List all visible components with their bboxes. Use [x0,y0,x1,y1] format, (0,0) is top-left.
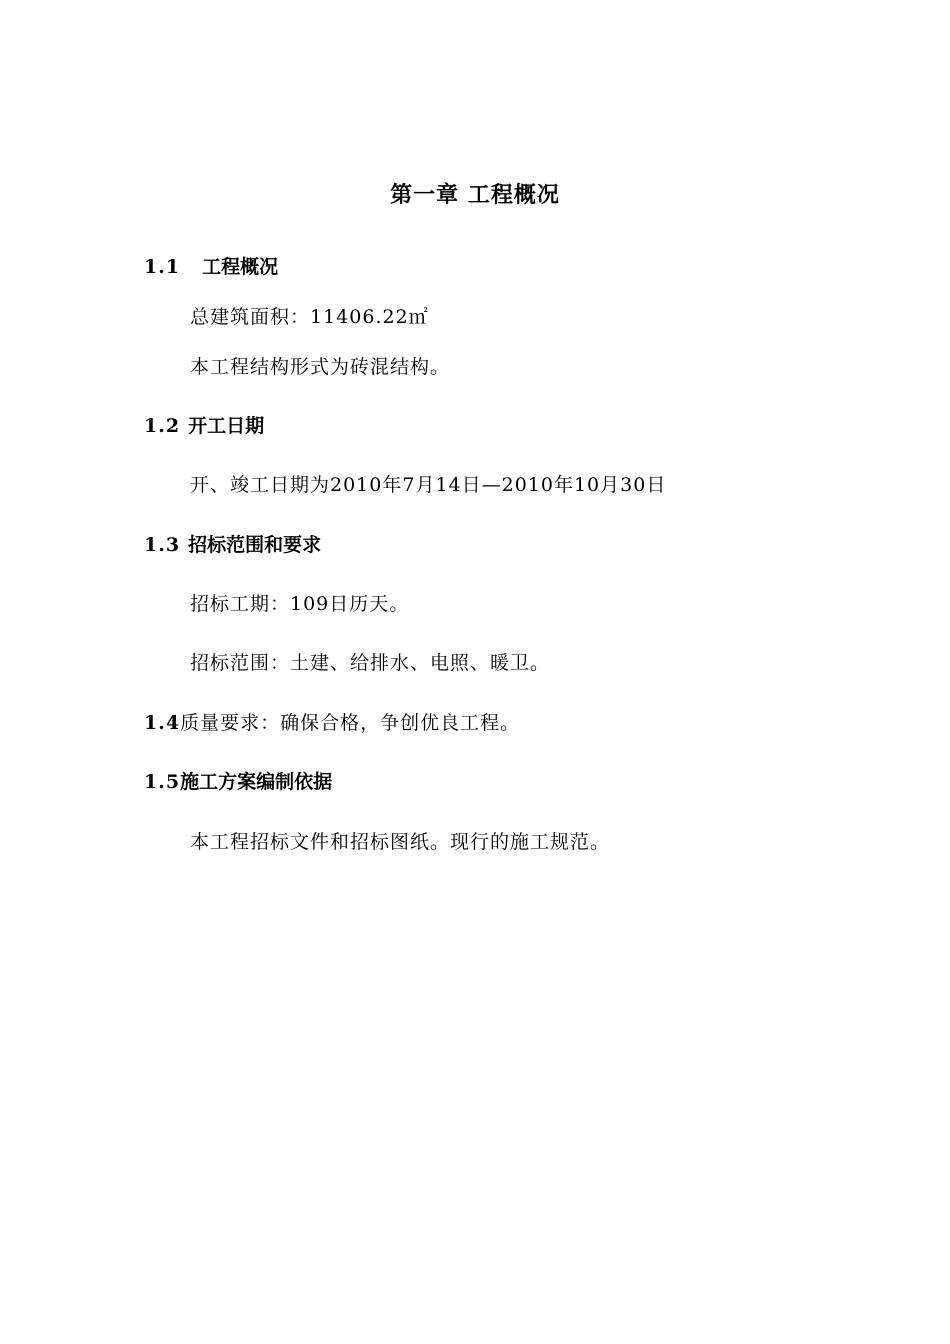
section-heading-1-2 [144,413,264,439]
paragraph-structure-type: 本工程结构形式为砖混结构。 [190,356,451,378]
section-title: 开工日期 [188,415,265,437]
section-heading-1-4 [144,710,520,736]
section-number: 1.1 [144,256,181,278]
paragraph-start-end-dates: 开、竣工日期为2010年7月14日—2010年10月30日 [190,474,667,496]
section-heading-1-1 [144,254,278,280]
section-number: 1.2 [144,415,181,437]
paragraph-tender-duration: 招标工期：109日历天。 [190,593,410,615]
section-title: 施工方案编制依据 [180,771,333,793]
paragraph-tender-scope: 招标范围：土建、给排水、电照、暖卫。 [190,652,551,674]
section-heading-1-5 [144,769,332,795]
section-heading-1-3 [144,532,321,558]
paragraph-basis-documents: 本工程招标文件和招标图纸。现行的施工规范。 [190,831,611,853]
section-title: 招标范围和要求 [188,534,322,556]
chapter-title: 第一章 工程概况 [390,182,560,208]
quality-requirement-text: 质量要求：确保合格，争创优良工程。 [180,712,521,734]
section-title: 工程概况 [202,256,279,278]
section-number: 1.5 [144,771,181,793]
section-number: 1.3 [144,534,181,556]
paragraph-building-area: 总建筑面积：11406.22㎡ [190,306,429,328]
section-number: 1.4 [144,712,181,734]
